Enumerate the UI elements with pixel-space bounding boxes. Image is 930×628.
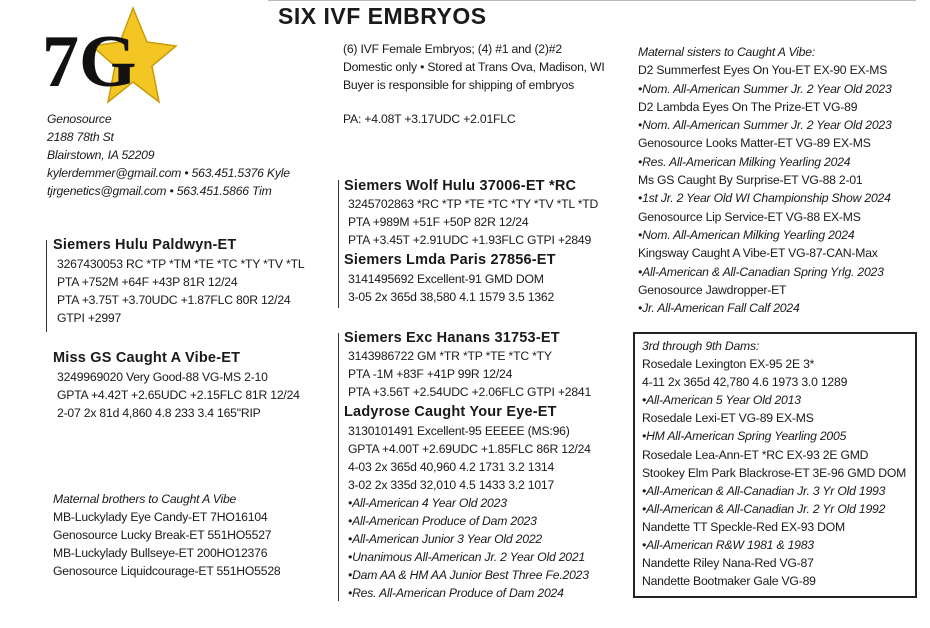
maternal-grandsire-name: Siemers Exc Hanans 31753-ET xyxy=(344,330,560,346)
sister-line: D2 Summerfest Eyes On You-ET EX-90 EX-MS xyxy=(638,63,888,78)
offer-line: Buyer is responsible for shipping of embryos xyxy=(343,78,575,92)
sister-line: Genosource Looks Matter-ET VG-89 EX-MS xyxy=(638,136,871,151)
dam-history-line: Rosedale Lea-Ann-ET *RC EX-93 2E GMD xyxy=(642,447,869,462)
sister-line: Ms GS Caught By Surprise-ET VG-88 2-01 xyxy=(638,173,863,188)
maternal-granddam-name: Ladyrose Caught Your Eye-ET xyxy=(344,404,557,420)
pedigree-line: PTA -1M +83F +41P 99R 12/24 xyxy=(348,367,513,381)
pedigree-line: 4-03 2x 365d 40,960 4.2 1731 3.2 1314 xyxy=(348,460,555,474)
brother-line: MB-Luckylady Bullseye-ET 200HO12376 xyxy=(53,546,268,560)
pedigree-line: 3143986722 GM *TR *TP *TE *TC *TY xyxy=(348,349,552,363)
honor-line: •All-American Produce of Dam 2023 xyxy=(348,514,537,528)
dam-history-line: Stookey Elm Park Blackrose-ET 3E-96 GMD DOM xyxy=(642,465,907,480)
pedigree-line: 3-02 2x 335d 32,010 4.5 1433 3.2 1017 xyxy=(348,478,555,492)
sister-line: •Nom. All-American Milking Yearling 2024 xyxy=(638,227,855,242)
sisters-list xyxy=(638,61,892,317)
sister-line: •Nom. All-American Summer Jr. 2 Year Old 2023 xyxy=(638,118,892,133)
sister-line: •1st Jr. 2 Year Old WI Championship Show 2024 xyxy=(638,191,891,206)
sire-line: 3267430053 RC *TP *TM *TE *TC *TY *TV *TL xyxy=(57,257,305,271)
pedigree-bracket-top xyxy=(338,180,339,308)
brother-line: Genosource Liquidcourage-ET 551HO5528 xyxy=(53,564,281,578)
dam-line: 2-07 2x 81d 4,860 4.8 233 3.4 165"RIP xyxy=(57,406,261,420)
pedigree-line: 3245702863 *RC *TP *TE *TC *TY *TV *TL *TD xyxy=(348,197,599,211)
dam-history-line: Nandette Riley Nana-Red VG-87 xyxy=(642,556,814,571)
sister-line: •Nom. All-American Summer Jr. 2 Year Old 2023 xyxy=(638,81,892,96)
sire-line: PTA +3.75T +3.70UDC +1.87FLC 80R 12/24 xyxy=(57,293,291,307)
sire-line: GTPI +2997 xyxy=(57,311,122,325)
paternal-granddam-name: Siemers Lmda Paris 27856-ET xyxy=(344,252,556,268)
offer-line: Domestic only • Stored at Trans Ova, Madison, WI xyxy=(343,60,605,74)
honor-line: •Res. All-American Produce of Dam 2024 xyxy=(348,586,564,600)
sire-name: Siemers Hulu Paldwyn-ET xyxy=(53,237,237,253)
seller-line: Genosource xyxy=(47,112,112,126)
dam-history-line: •All-American & All-Canadian Jr. 2 Yr Old 1992 xyxy=(642,501,886,516)
sire-line: PTA +752M +64F +43P 81R 12/24 xyxy=(57,275,238,289)
pa-values: PA: +4.08T +3.17UDC +2.01FLC xyxy=(343,112,516,126)
seller-line: tjrgenetics@gmail.com • 563.451.5866 Tim xyxy=(47,184,272,198)
paternal-grandsire-details xyxy=(348,195,598,249)
star-logo xyxy=(38,6,178,106)
offer-line: (6) IVF Female Embryos; (4) #1 and (2)#2 xyxy=(343,42,562,56)
seller-line: kylerdemmer@gmail.com • 563.451.5376 Kyle xyxy=(47,166,290,180)
maternal-granddam-details xyxy=(348,422,591,602)
dam-history-line: Nandette Bootmaker Gale VG-89 xyxy=(642,574,816,589)
paternal-granddam-details xyxy=(348,270,554,306)
sisters-heading: Maternal sisters to Caught A Vibe: xyxy=(638,45,816,59)
dam-line: GPTA +4.42T +2.65UDC +2.15FLC 81R 12/24 xyxy=(57,388,300,402)
dam-history-line: Rosedale Lexington EX-95 2E 3* xyxy=(642,357,815,372)
sister-line: Kingsway Caught A Vibe-ET VG-87-CAN-Max xyxy=(638,246,878,261)
sister-line: Genosource Lip Service-ET VG-88 EX-MS xyxy=(638,209,861,224)
brothers-heading: Maternal brothers to Caught A Vibe xyxy=(53,492,237,506)
maternal-brothers xyxy=(53,490,280,580)
dam-history-line: •All-American 5 Year Old 2013 xyxy=(642,393,801,408)
dams-list xyxy=(642,355,906,590)
sister-line: •Jr. All-American Fall Calf 2024 xyxy=(638,301,800,316)
dams-heading: 3rd through 9th Dams: xyxy=(642,339,760,353)
seller-line: Blairstown, IA 52209 xyxy=(47,148,155,162)
sire-details xyxy=(57,255,304,327)
honor-line: •Unanimous All-American Jr. 2 Year Old 2021 xyxy=(348,550,586,564)
pedigree-line: PTA +3.56T +2.54UDC +2.06FLC GTPI +2841 xyxy=(348,385,592,399)
sire-bracket xyxy=(46,240,47,332)
dam-history-line: •HM All-American Spring Yearling 2005 xyxy=(642,429,847,444)
brother-line: MB-Luckylady Eye Candy-ET 7HO16104 xyxy=(53,510,268,524)
pedigree-line: GPTA +4.00T +2.69UDC +1.85FLC 86R 12/24 xyxy=(348,442,591,456)
sister-line: •All-American & All-Canadian Spring Yrlg. 2023 xyxy=(638,264,884,279)
dam-details xyxy=(57,368,300,422)
dam-history-line: Rosedale Lexi-ET VG-89 EX-MS xyxy=(642,411,814,426)
page-title: SIX IVF EMBRYOS xyxy=(278,3,487,29)
pedigree-line: 3130101491 Excellent-95 EEEEE (MS:96) xyxy=(348,424,570,438)
pedigree-bracket-bottom xyxy=(338,333,339,601)
pedigree-line: 3-05 2x 365d 38,580 4.1 1579 3.5 1362 xyxy=(348,290,555,304)
honor-line: •All-American Junior 3 Year Old 2022 xyxy=(348,532,542,546)
maternal-grandsire-details xyxy=(348,347,591,401)
sister-line: D2 Lambda Eyes On The Prize-ET VG-89 xyxy=(638,99,858,114)
seller-line: 2188 78th St xyxy=(47,130,114,144)
dam-history-line: 4-11 2x 365d 42,780 4.6 1973 3.0 1289 xyxy=(642,375,848,390)
dams-content xyxy=(642,337,906,590)
pedigree-line: PTA +3.45T +2.91UDC +1.93FLC GTPI +2849 xyxy=(348,233,592,247)
top-rule xyxy=(268,0,916,1)
sister-line: •Res. All-American Milking Yearling 2024 xyxy=(638,154,851,169)
pedigree-line: 3141495692 Excellent-91 GMD DOM xyxy=(348,272,544,286)
honor-line: •Dam AA & HM AA Junior Best Three Fe.2023 xyxy=(348,568,589,582)
pedigree-line: PTA +989M +51F +50P 82R 12/24 xyxy=(348,215,529,229)
paternal-grandsire-name: Siemers Wolf Hulu 37006-ET *RC xyxy=(344,178,577,194)
dam-line: 3249969020 Very Good-88 VG-MS 2-10 xyxy=(57,370,268,384)
sister-line: Genosource Jawdropper-ET xyxy=(638,282,787,297)
brother-line: Genosource Lucky Break-ET 551HO5527 xyxy=(53,528,272,542)
dam-history-line: •All-American R&W 1981 & 1983 xyxy=(642,538,814,553)
logo-text: 7G xyxy=(42,21,137,103)
dam-history-line: •All-American & All-Canadian Jr. 3 Yr Old 1993 xyxy=(642,483,886,498)
dam-name: Miss GS Caught A Vibe-ET xyxy=(53,350,241,366)
dam-history-line: Nandette TT Speckle-Red EX-93 DOM xyxy=(642,519,845,534)
maternal-sisters xyxy=(638,43,892,317)
seller-contact xyxy=(47,110,290,200)
honor-line: •All-American 4 Year Old 2023 xyxy=(348,496,507,510)
offer-terms xyxy=(343,40,605,94)
